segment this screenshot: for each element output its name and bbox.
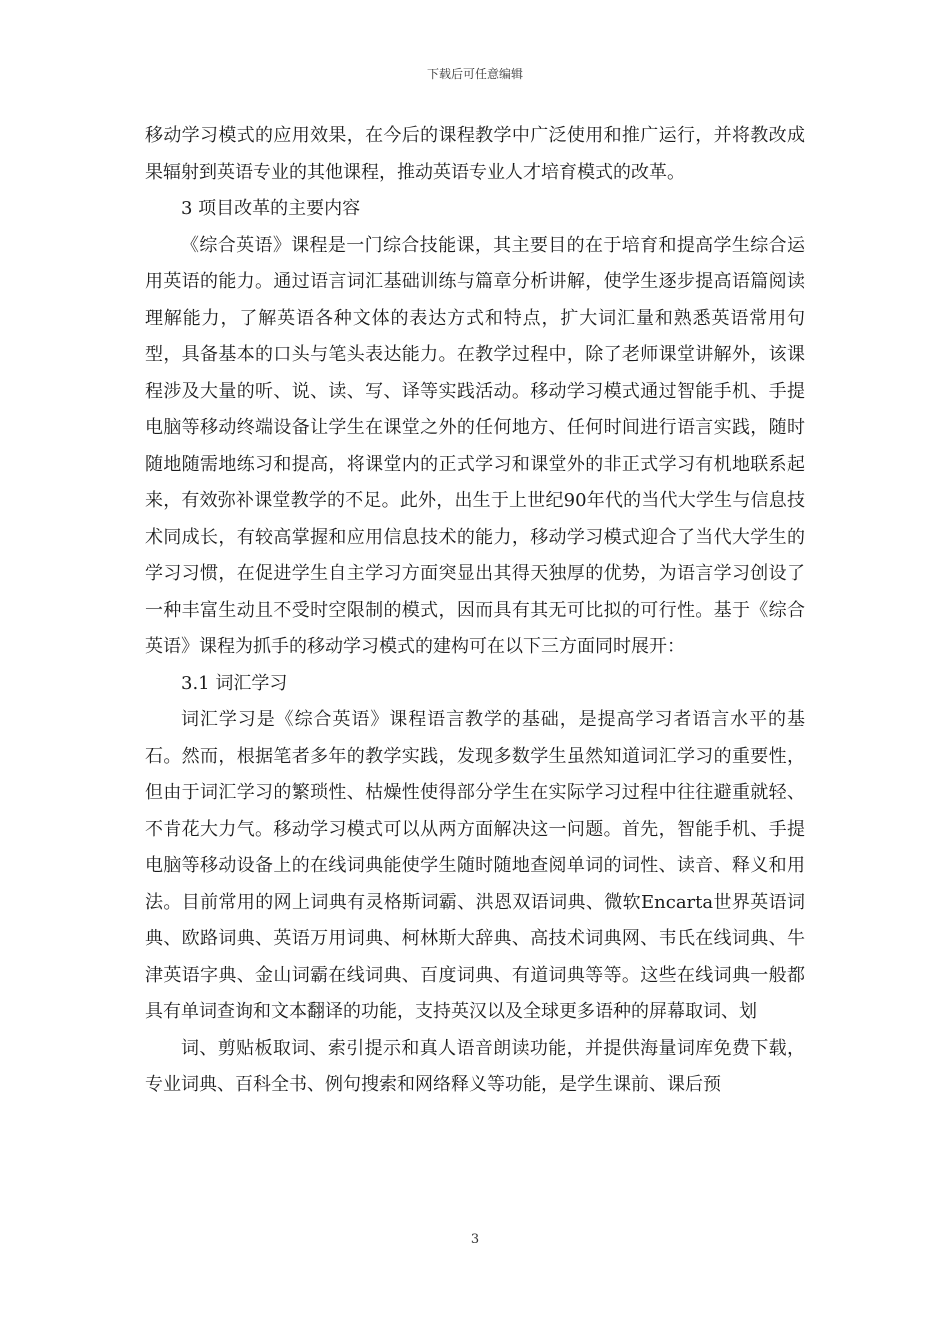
paragraph-dictionary-features: 词、剪贴板取词、索引提示和真人语音朗读功能，并提供海量词库免费下载，专业词典、百科全书、例句搜索和网络释义等功能，是学生课前、课后预 [145,1037,805,1095]
page-header: 下载后可任意编辑 [426,67,523,81]
document-body [145,118,805,1104]
paragraph-continuation: 移动学习模式的应用效果，在今后的课程教学中广泛使用和推广运行，并将教改成果辐射到英语专业的其他课程，推动英语专业人才培育模式的改革。 [145,125,805,183]
paragraph-vocabulary-learning: 词汇学习是《综合英语》课程语言教学的基础，是提高学习者语言水平的基石。然而，根据笔者多年的教学实践，发现多数学生虽然知道词汇学习的重要性，但由于词汇学习的繁琐性、枯燥性使得部分学生在实际学习过程中往往避重就轻、不肯花大力气。移动学习模式可以从两方面解决这一问题。首先，智能手机、手提电脑等移动设备上的在线词典能使学生随时随地查阅单词的词性、读音、释义和用法。目前常用的网上词典有灵格斯词霸、洪恩双语词典、微软Encarta世界英语词典、欧路词典、英语万用词典、柯林斯大辞典、高技术词典网、韦氏在线词典、牛津英语字典、金山词霸在线词典、百度词典、有道词典等等。这些在线词典一般都具有单词查询和文本翻译的功能，支持英汉以及全球更多语种的屏幕取词、划 [145,709,805,1022]
page-number: 3 [470,1232,480,1247]
paragraph-course-overview: 《综合英语》课程是一门综合技能课，其主要目的在于培育和提高学生综合运用英语的能力。通过语言词汇基础训练与篇章分析讲解，使学生逐步提高语篇阅读理解能力，了解英语各种文体的表达方式和特点，扩大词汇量和熟悉英语常用句型，具备基本的口头与笔头表达能力。在教学过程中，除了老师课堂讲解外，该课程涉及大量的听、说、读、写、译等实践活动。移动学习模式通过智能手机、手提电脑等移动终端设备让学生在课堂之外的任何地方、任何时间进行语言实践，随时随地随需地练习和提高，将课堂内的正式学习和课堂外的非正式学习有机地联系起来，有效弥补课堂教学的不足。此外，出生于上世纪90年代的当代大学生与信息技术同成长，有较高掌握和应用信息技术的能力，移动学习模式迎合了当代大学生的学习习惯，在促进学生自主学习方面突显出其得天独厚的优势，为语言学习创设了一种丰富生动且不受时空限制的模式，因而具有其无可比拟的可行性。基于《综合英语》课程为抓手的移动学习模式的建构可在以下三方面同时展开： [145,234,805,657]
subsection-heading-3-1: 3.1 词汇学习 [181,672,288,694]
section-heading-3: 3 项目改革的主要内容 [181,198,361,219]
